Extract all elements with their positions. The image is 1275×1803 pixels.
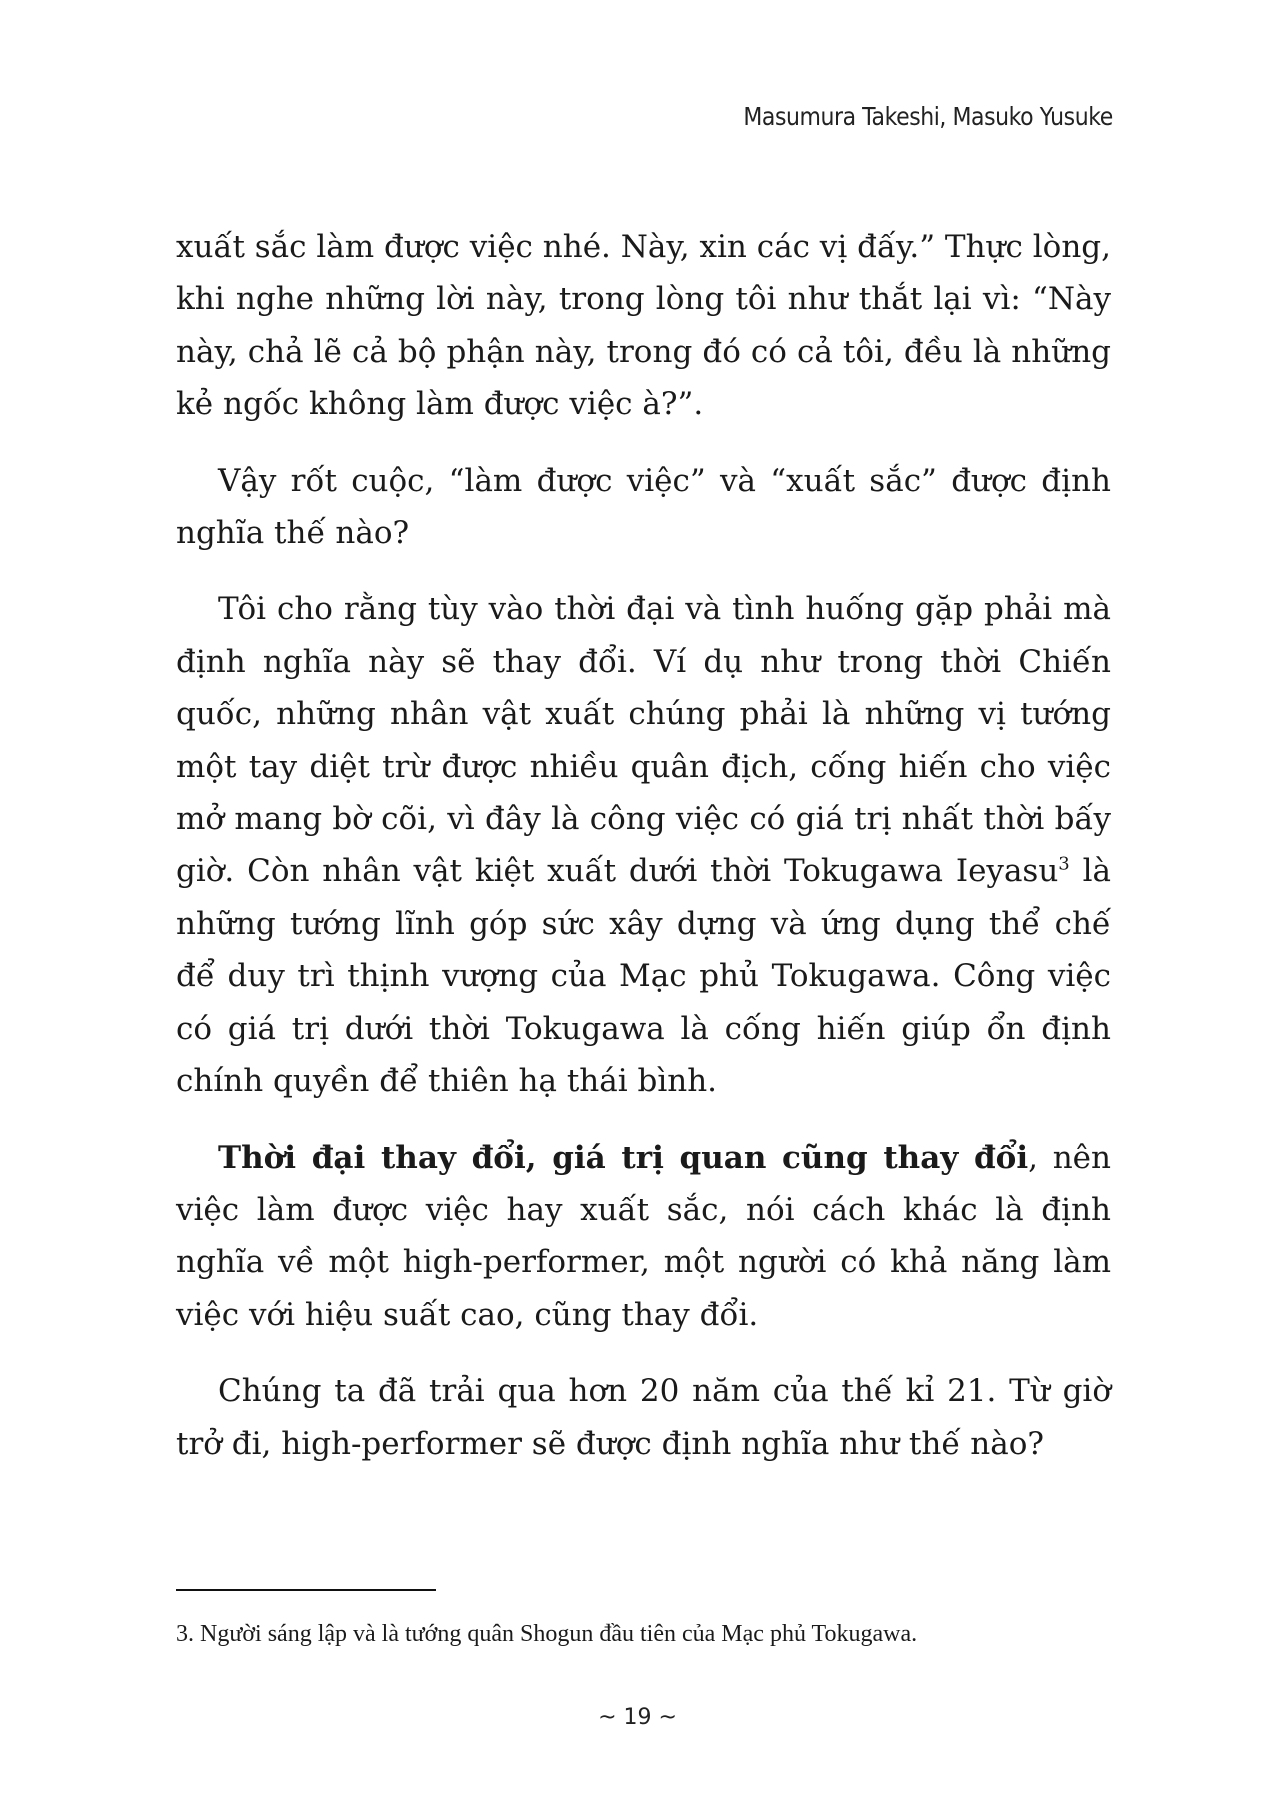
footnote-reference[interactable]: 3 <box>1058 854 1070 876</box>
paragraph-4 <box>176 1132 1111 1342</box>
paragraph-4-rest: , nên việc làm được việc hay xuất sắc, nói cách khác là định nghĩa về một high-performer, một người có khả năng làm việc với hiệu suất cao, cũng thay đổi. <box>176 1139 1111 1333</box>
footnote-3: 3. Người sáng lập và là tướng quân Shogun đầu tiên của Mạc phủ Tokugawa. <box>176 1621 918 1647</box>
page-number: ~ 19 ~ <box>598 1705 677 1730</box>
paragraph-5: Chúng ta đã trải qua hơn 20 năm của thế kỉ 21. Từ giờ trở đi, high-performer sẽ được định nghĩa như thế nào? <box>176 1373 1111 1462</box>
paragraph-4-emphasis: Thời đại thay đổi, giá trị quan cũng thay đổi <box>218 1139 1029 1176</box>
paragraph-3-part-2: là những tướng lĩnh góp sức xây dựng và ứng dụng thể chế để duy trì thịnh vượng của Mạc phủ Tokugawa. Công việc có giá trị dưới thời Tokugawa là cống hiến giúp ổn định chính quyền để thiên hạ thái bình. <box>176 853 1111 1100</box>
footnote-divider <box>176 1589 436 1591</box>
paragraph-1: xuất sắc làm được việc nhé. Này, xin các vị đấy.” Thực lòng, khi nghe những lời này, trong lòng tôi như thắt lại vì: “Này này, chả lẽ cả bộ phận này, trong đó có cả tôi, đều là những kẻ ngốc không làm được việc à?”. <box>176 229 1111 423</box>
paragraph-2: Vậy rốt cuộc, “làm được việc” và “xuất sắc” được định nghĩa thế nào? <box>176 462 1111 552</box>
paragraph-3-part-1: Tôi cho rằng tùy vào thời đại và tình huống gặp phải mà định nghĩa này sẽ thay đổi. Ví dụ như trong thời Chiến quốc, những nhân vật xuất chúng phải là những vị tướng một tay diệt trừ được nhiều quân địch, cống hiến cho việc mở mang bờ cõi, vì đây là công việc có giá trị nhất thời bấy giờ. Còn nhân vật kiệt xuất dưới thời Tokugawa Ieyasu <box>176 591 1111 890</box>
paragraph-3 <box>176 583 1111 1107</box>
body-text <box>176 221 1111 1494</box>
running-head-authors: Masumura Takeshi, Masuko Yusuke <box>743 102 1113 131</box>
